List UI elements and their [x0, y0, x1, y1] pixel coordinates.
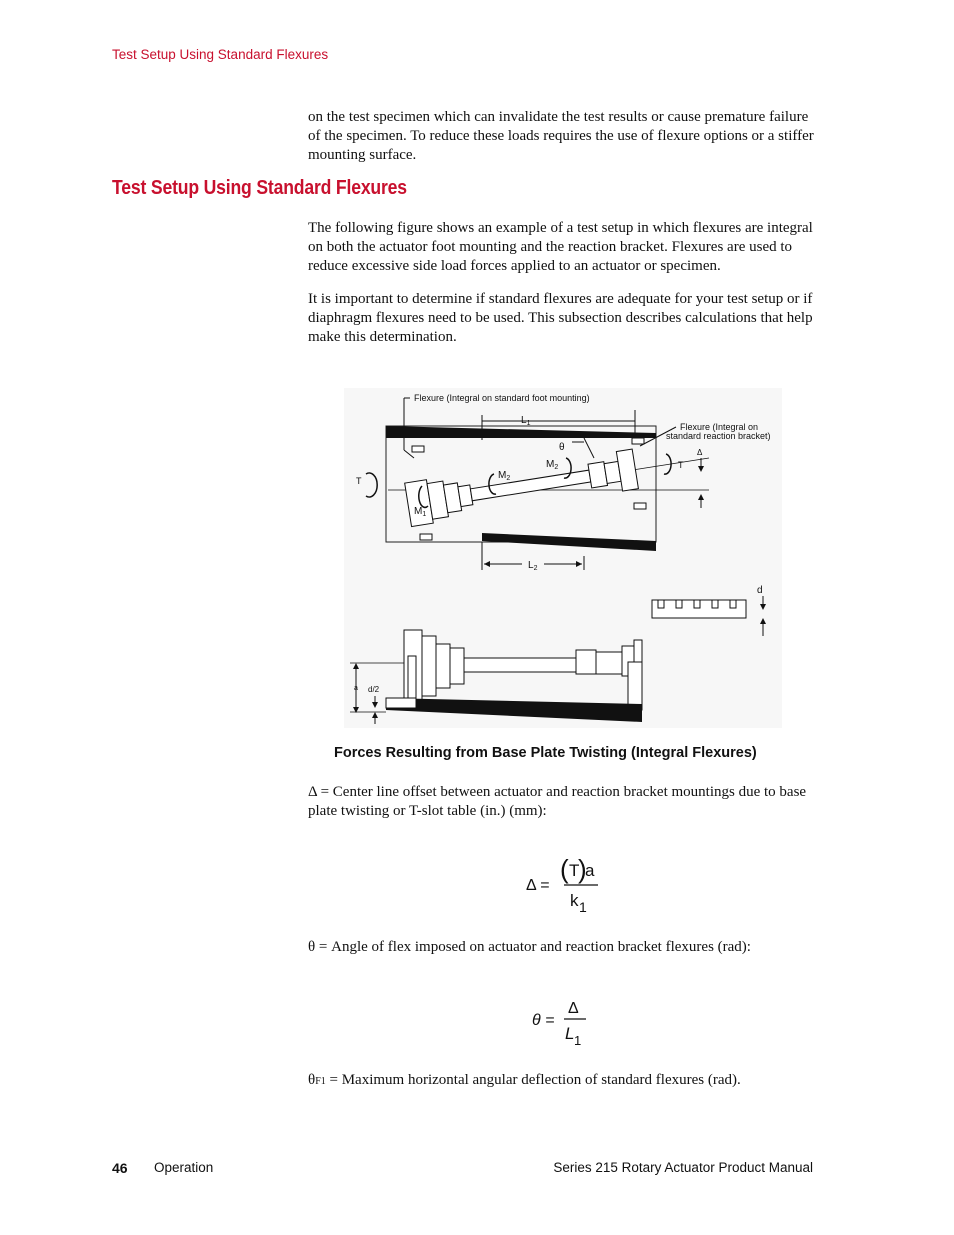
label-flexure-reaction-1: Flexure (Integral on — [680, 422, 759, 432]
svg-text:(: ( — [560, 854, 569, 884]
figure-caption: Forces Resulting from Base Plate Twisting (Integral Flexures) — [334, 745, 757, 761]
equation-theta — [528, 995, 598, 1060]
eq2-lhs: θ = — [532, 1012, 555, 1029]
label-d-half: d/2 — [368, 685, 380, 694]
section-heading: Test Setup Using Standard Flexures — [112, 177, 407, 199]
running-header: Test Setup Using Standard Flexures — [112, 47, 329, 62]
page-number: 46 — [112, 1160, 128, 1176]
thetaF1-subscript: F1 — [315, 1076, 326, 1087]
intro-paragraph: on the test specimen which can invalidate the test results or cause premature failure of the specimen. To reduce these loads requires the use of flexure options or a stiffer mounting surface. — [308, 109, 814, 163]
label-d: d — [757, 585, 763, 596]
eq1-den-k: k — [570, 891, 579, 910]
label-flexure-foot: Flexure (Integral on standard foot mounting) — [414, 393, 590, 403]
eq2-den-sub: 1 — [574, 1033, 582, 1048]
label-T-right: T — [678, 460, 684, 470]
label-M2-right: $M_2$ — [546, 459, 559, 471]
eq1-num-a: a — [585, 861, 595, 880]
thetaF1-symbol: θ — [308, 1072, 316, 1088]
eq1-lhs: Δ = — [526, 877, 550, 894]
equation-delta — [522, 850, 602, 925]
label-M1: $M_1$ — [414, 506, 427, 518]
label-L1: $L_1$ — [521, 415, 531, 427]
eq2-den: L — [565, 1024, 575, 1043]
eq2-num: Δ — [568, 1000, 579, 1017]
footer-manual-title: Series 215 Rotary Actuator Product Manual — [553, 1160, 813, 1175]
label-M2-left: $M_2$ — [498, 470, 511, 482]
label-delta: Δ — [697, 448, 703, 457]
thetaF1-definition — [308, 1071, 818, 1091]
thetaF1-text: = Maximum horizontal angular deflection of standard flexures (rad). — [325, 1072, 741, 1088]
eq1-den-sub: 1 — [579, 899, 587, 915]
section-paragraph-1: The following figure shows an example of a test setup in which flexures are integral on both the actuator foot mounting and the reaction bracket. Flexures are used to reduce excessive side load forces applied to an actuator or specimen. — [308, 220, 813, 274]
label-theta: θ — [559, 442, 565, 453]
eq1-num-T: T — [569, 861, 580, 880]
label-flexure-reaction-2: standard reaction bracket) — [666, 431, 771, 441]
section-paragraph-2: It is important to determine if standard flexures are adequate for your test setup or if diaphragm flexures need to be used. This subsection describes calculations that help make this determination. — [308, 291, 813, 345]
delta-definition: Δ = Center line offset between actuator and reaction bracket mountings due to base plate twisting or T-slot table (in.) (mm): — [308, 784, 807, 819]
flexure-diagram — [344, 388, 782, 728]
label-L2: $L_2$ — [528, 560, 538, 572]
label-a: a — [354, 685, 358, 692]
label-T-left: T — [356, 476, 362, 486]
svg-text:): ) — [578, 854, 587, 884]
footer-section: Operation — [154, 1160, 214, 1175]
theta-definition: θ = Angle of flex imposed on actuator and reaction bracket flexures (rad): — [308, 939, 751, 955]
